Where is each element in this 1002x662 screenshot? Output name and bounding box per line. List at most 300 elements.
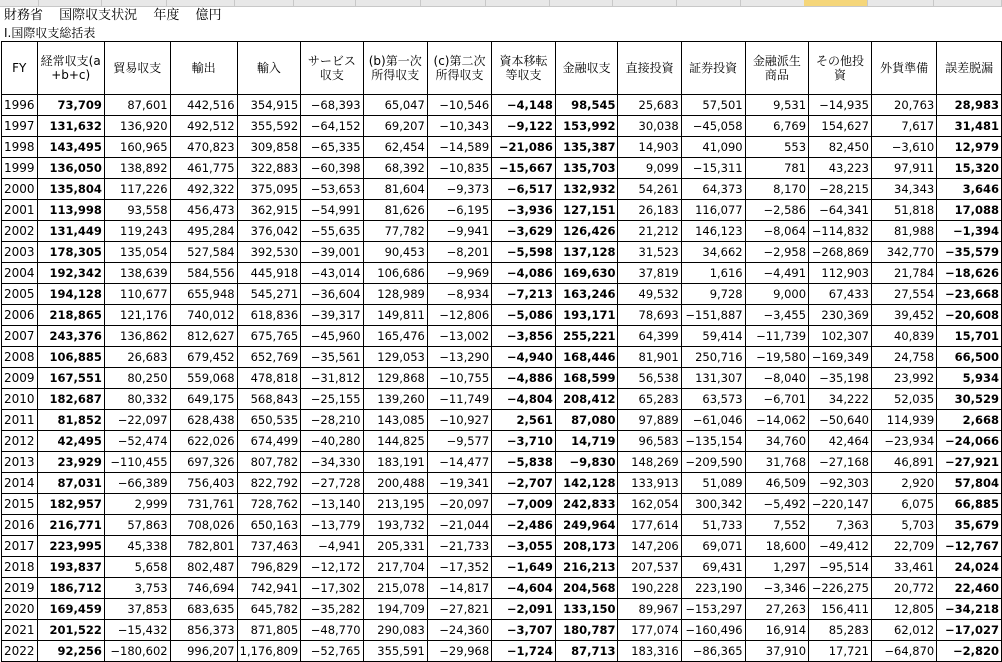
table-cell[interactable]: −153,297 [681, 599, 745, 620]
table-cell[interactable]: 14,719 [555, 431, 618, 452]
table-cell[interactable]: 742,941 [237, 578, 301, 599]
table-cell[interactable]: −12,767 [937, 536, 1002, 557]
table-cell[interactable]: −10,835 [427, 158, 491, 179]
header-financial-account[interactable]: 金融収支 [555, 42, 618, 95]
table-cell[interactable]: 39,452 [871, 305, 936, 326]
table-cell[interactable]: −160,496 [681, 620, 745, 641]
table-cell[interactable]: 131,449 [37, 221, 104, 242]
table-cell[interactable]: 34,343 [871, 179, 936, 200]
table-cell[interactable]: 168,599 [555, 368, 618, 389]
table-cell[interactable]: 167,551 [37, 368, 104, 389]
table-cell[interactable]: −3,936 [492, 200, 556, 221]
table-cell[interactable]: 64,373 [681, 179, 745, 200]
table-cell[interactable]: 782,801 [170, 536, 237, 557]
table-cell[interactable]: 96,583 [618, 431, 681, 452]
table-cell[interactable]: −180,602 [104, 641, 170, 662]
table-cell[interactable]: 674,499 [237, 431, 301, 452]
table-cell[interactable]: 622,026 [170, 431, 237, 452]
table-cell[interactable]: 37,853 [104, 599, 170, 620]
table-cell[interactable]: −15,432 [104, 620, 170, 641]
table-cell[interactable]: 683,635 [170, 599, 237, 620]
table-cell[interactable]: 7,363 [809, 515, 872, 536]
table-cell[interactable]: 362,915 [237, 200, 301, 221]
table-cell[interactable]: 34,760 [745, 431, 808, 452]
table-cell[interactable]: 143,495 [37, 137, 104, 158]
table-cell[interactable]: 22,709 [871, 536, 936, 557]
table-cell[interactable]: 65,283 [618, 389, 681, 410]
column-header[interactable] [166, 0, 235, 6]
table-cell[interactable]: −5,492 [745, 494, 808, 515]
table-cell[interactable]: −40,280 [301, 431, 363, 452]
table-cell[interactable]: 183,316 [618, 641, 681, 662]
table-cell[interactable]: 3,753 [104, 578, 170, 599]
table-cell[interactable]: −34,330 [301, 452, 363, 473]
table-cell[interactable]: −65,335 [301, 137, 363, 158]
table-cell[interactable]: 492,322 [170, 179, 237, 200]
fy-cell[interactable]: 2021 [2, 620, 38, 641]
table-cell[interactable]: 445,918 [237, 263, 301, 284]
table-cell[interactable]: 160,965 [104, 137, 170, 158]
table-cell[interactable]: 193,837 [37, 557, 104, 578]
fy-cell[interactable]: 2005 [2, 284, 38, 305]
table-cell[interactable]: 138,892 [104, 158, 170, 179]
table-cell[interactable]: 65,047 [363, 95, 427, 116]
table-cell[interactable]: −9,830 [555, 452, 618, 473]
table-cell[interactable]: 18,600 [745, 536, 808, 557]
fy-cell[interactable]: 2009 [2, 368, 38, 389]
fy-cell[interactable]: 2012 [2, 431, 38, 452]
table-cell[interactable]: −50,640 [809, 410, 872, 431]
table-cell[interactable]: −9,373 [427, 179, 491, 200]
table-cell[interactable]: 146,123 [681, 221, 745, 242]
table-cell[interactable]: −23,934 [871, 431, 936, 452]
table-cell[interactable]: 142,128 [555, 473, 618, 494]
table-cell[interactable]: 2,920 [871, 473, 936, 494]
table-cell[interactable]: 69,071 [681, 536, 745, 557]
table-cell[interactable]: 51,818 [871, 200, 936, 221]
table-cell[interactable]: 679,452 [170, 347, 237, 368]
table-cell[interactable]: −4,886 [492, 368, 556, 389]
table-cell[interactable]: −3,455 [745, 305, 808, 326]
table-cell[interactable]: 177,074 [618, 620, 681, 641]
table-cell[interactable]: −53,653 [301, 179, 363, 200]
table-cell[interactable]: 26,183 [618, 200, 681, 221]
table-cell[interactable]: 194,709 [363, 599, 427, 620]
fy-cell[interactable]: 2004 [2, 263, 38, 284]
header-direct-investment[interactable]: 直接投資 [618, 42, 681, 95]
column-header[interactable] [933, 0, 1002, 6]
table-cell[interactable]: −13,779 [301, 515, 363, 536]
table-cell[interactable]: 136,050 [37, 158, 104, 179]
table-cell[interactable]: −14,062 [745, 410, 808, 431]
table-cell[interactable]: 98,545 [555, 95, 618, 116]
table-cell[interactable]: 7,552 [745, 515, 808, 536]
table-cell[interactable]: 51,089 [681, 473, 745, 494]
table-cell[interactable]: 20,763 [871, 95, 936, 116]
table-cell[interactable]: 3,646 [937, 179, 1002, 200]
header-imports[interactable]: 輸入 [237, 42, 301, 95]
table-cell[interactable]: 135,804 [37, 179, 104, 200]
table-cell[interactable]: −4,086 [492, 263, 556, 284]
table-cell[interactable]: 205,331 [363, 536, 427, 557]
fy-cell[interactable]: 2008 [2, 347, 38, 368]
table-cell[interactable]: 584,556 [170, 263, 237, 284]
table-cell[interactable]: 309,858 [237, 137, 301, 158]
fy-cell[interactable]: 2003 [2, 242, 38, 263]
table-cell[interactable]: −209,590 [681, 452, 745, 473]
table-cell[interactable]: 23,992 [871, 368, 936, 389]
table-cell[interactable]: 66,885 [937, 494, 1002, 515]
fy-cell[interactable]: 2016 [2, 515, 38, 536]
table-cell[interactable]: −20,608 [937, 305, 1002, 326]
table-cell[interactable]: 213,195 [363, 494, 427, 515]
table-cell[interactable]: −28,210 [301, 410, 363, 431]
table-cell[interactable]: 2,561 [492, 410, 556, 431]
table-cell[interactable]: −28,215 [809, 179, 872, 200]
table-cell[interactable]: 568,843 [237, 389, 301, 410]
table-cell[interactable]: 24,758 [871, 347, 936, 368]
table-cell[interactable]: −8,064 [745, 221, 808, 242]
table-cell[interactable]: 68,392 [363, 158, 427, 179]
header-trade-balance[interactable]: 貿易収支 [104, 42, 170, 95]
table-cell[interactable]: 132,932 [555, 179, 618, 200]
table-cell[interactable]: 193,171 [555, 305, 618, 326]
table-cell[interactable]: −4,491 [745, 263, 808, 284]
table-cell[interactable]: 69,431 [681, 557, 745, 578]
table-cell[interactable]: −66,389 [104, 473, 170, 494]
table-cell[interactable]: −18,626 [937, 263, 1002, 284]
table-cell[interactable]: −13,290 [427, 347, 491, 368]
table-cell[interactable]: 183,191 [363, 452, 427, 473]
table-cell[interactable]: −8,201 [427, 242, 491, 263]
table-cell[interactable]: −24,360 [427, 620, 491, 641]
header-current-account[interactable]: 経常収支(a+b+c) [37, 42, 104, 95]
header-errors-omissions[interactable]: 誤差脱漏 [937, 42, 1002, 95]
table-cell[interactable]: −2,586 [745, 200, 808, 221]
table-cell[interactable]: 73,709 [37, 95, 104, 116]
column-header[interactable] [420, 0, 486, 6]
table-cell[interactable]: 35,679 [937, 515, 1002, 536]
table-cell[interactable]: 64,399 [618, 326, 681, 347]
table-cell[interactable]: 207,537 [618, 557, 681, 578]
table-cell[interactable]: 78,693 [618, 305, 681, 326]
fy-cell[interactable]: 2006 [2, 305, 38, 326]
table-cell[interactable]: −39,317 [301, 305, 363, 326]
table-cell[interactable]: 697,326 [170, 452, 237, 473]
table-cell[interactable]: 807,782 [237, 452, 301, 473]
table-cell[interactable]: −9,969 [427, 263, 491, 284]
table-cell[interactable]: 127,151 [555, 200, 618, 221]
table-cell[interactable]: −48,770 [301, 620, 363, 641]
table-cell[interactable]: 216,771 [37, 515, 104, 536]
table-cell[interactable]: −35,198 [809, 368, 872, 389]
column-header[interactable] [612, 0, 677, 6]
table-cell[interactable]: −21,733 [427, 536, 491, 557]
table-cell[interactable]: 218,865 [37, 305, 104, 326]
table-cell[interactable]: 478,818 [237, 368, 301, 389]
table-cell[interactable]: 129,868 [363, 368, 427, 389]
table-cell[interactable]: 243,376 [37, 326, 104, 347]
table-cell[interactable]: 342,770 [871, 242, 936, 263]
table-cell[interactable]: 194,128 [37, 284, 104, 305]
table-cell[interactable]: −10,755 [427, 368, 491, 389]
fy-cell[interactable]: 2007 [2, 326, 38, 347]
table-cell[interactable]: 208,173 [555, 536, 618, 557]
table-cell[interactable]: −60,398 [301, 158, 363, 179]
table-cell[interactable]: 136,920 [104, 116, 170, 137]
table-cell[interactable]: 461,775 [170, 158, 237, 179]
table-cell[interactable]: 106,686 [363, 263, 427, 284]
table-cell[interactable]: 201,522 [37, 620, 104, 641]
table-cell[interactable]: −4,804 [492, 389, 556, 410]
table-cell[interactable]: 131,632 [37, 116, 104, 137]
table-cell[interactable]: 40,839 [871, 326, 936, 347]
table-cell[interactable]: 67,433 [809, 284, 872, 305]
table-cell[interactable]: −151,887 [681, 305, 745, 326]
table-cell[interactable]: 20,772 [871, 578, 936, 599]
table-cell[interactable]: 322,883 [237, 158, 301, 179]
table-cell[interactable]: 223,190 [681, 578, 745, 599]
table-cell[interactable]: −17,352 [427, 557, 491, 578]
table-cell[interactable]: 81,604 [363, 179, 427, 200]
table-cell[interactable]: −3,610 [871, 137, 936, 158]
table-cell[interactable]: 15,701 [937, 326, 1002, 347]
table-cell[interactable]: 190,228 [618, 578, 681, 599]
table-cell[interactable]: 31,768 [745, 452, 808, 473]
table-cell[interactable]: 90,453 [363, 242, 427, 263]
table-cell[interactable]: 15,320 [937, 158, 1002, 179]
table-cell[interactable]: 114,939 [871, 410, 936, 431]
table-cell[interactable]: 559,068 [170, 368, 237, 389]
table-cell[interactable]: 24,024 [937, 557, 1002, 578]
table-cell[interactable]: 54,261 [618, 179, 681, 200]
table-cell[interactable]: −226,275 [809, 578, 872, 599]
column-header[interactable] [293, 0, 356, 6]
table-cell[interactable]: −1,394 [937, 221, 1002, 242]
fy-cell[interactable]: 1997 [2, 116, 38, 137]
table-cell[interactable]: −27,921 [937, 452, 1002, 473]
table-cell[interactable]: −2,958 [745, 242, 808, 263]
table-cell[interactable]: −10,927 [427, 410, 491, 431]
table-cell[interactable]: −15,311 [681, 158, 745, 179]
table-cell[interactable]: −35,579 [937, 242, 1002, 263]
column-header[interactable] [0, 0, 39, 6]
header-secondary-income[interactable]: (c)第二次所得収支 [427, 42, 491, 95]
table-cell[interactable]: 200,488 [363, 473, 427, 494]
table-cell[interactable]: −27,168 [809, 452, 872, 473]
table-cell[interactable]: 102,307 [809, 326, 872, 347]
table-cell[interactable]: 1,297 [745, 557, 808, 578]
table-cell[interactable]: 169,459 [37, 599, 104, 620]
table-cell[interactable]: 133,913 [618, 473, 681, 494]
table-cell[interactable]: 138,639 [104, 263, 170, 284]
table-cell[interactable]: −34,218 [937, 599, 1002, 620]
table-cell[interactable]: −4,941 [301, 536, 363, 557]
table-cell[interactable]: 2,668 [937, 410, 1002, 431]
table-cell[interactable]: 33,461 [871, 557, 936, 578]
table-cell[interactable]: 66,500 [937, 347, 1002, 368]
table-cell[interactable]: −14,589 [427, 137, 491, 158]
table-cell[interactable]: −27,728 [301, 473, 363, 494]
table-cell[interactable]: −95,514 [809, 557, 872, 578]
table-cell[interactable]: 87,031 [37, 473, 104, 494]
table-cell[interactable]: −25,155 [301, 389, 363, 410]
table-cell[interactable]: 17,721 [809, 641, 872, 662]
table-cell[interactable]: 182,957 [37, 494, 104, 515]
table-cell[interactable]: 442,516 [170, 95, 237, 116]
table-cell[interactable]: 42,464 [809, 431, 872, 452]
table-cell[interactable]: 165,476 [363, 326, 427, 347]
table-cell[interactable]: −13,002 [427, 326, 491, 347]
table-cell[interactable]: 23,929 [37, 452, 104, 473]
column-header-selected[interactable] [804, 0, 868, 6]
column-header-strip[interactable] [0, 0, 1002, 7]
table-cell[interactable]: 21,212 [618, 221, 681, 242]
fy-cell[interactable]: 2013 [2, 452, 38, 473]
table-cell[interactable]: −36,604 [301, 284, 363, 305]
table-cell[interactable]: 81,852 [37, 410, 104, 431]
table-cell[interactable]: 740,012 [170, 305, 237, 326]
table-cell[interactable]: −1,724 [492, 641, 556, 662]
table-cell[interactable]: −3,710 [492, 431, 556, 452]
table-cell[interactable]: −52,474 [104, 431, 170, 452]
table-cell[interactable]: 223,995 [37, 536, 104, 557]
table-cell[interactable]: −5,598 [492, 242, 556, 263]
table-cell[interactable]: 215,078 [363, 578, 427, 599]
table-cell[interactable]: 87,080 [555, 410, 618, 431]
table-cell[interactable]: −17,302 [301, 578, 363, 599]
table-cell[interactable]: −9,941 [427, 221, 491, 242]
table-cell[interactable]: −9,122 [492, 116, 556, 137]
fy-cell[interactable]: 2017 [2, 536, 38, 557]
table-cell[interactable]: 110,677 [104, 284, 170, 305]
table-cell[interactable]: 14,903 [618, 137, 681, 158]
table-cell[interactable]: −45,960 [301, 326, 363, 347]
table-cell[interactable]: −43,014 [301, 263, 363, 284]
fy-cell[interactable]: 2015 [2, 494, 38, 515]
table-cell[interactable]: −21,086 [492, 137, 556, 158]
table-cell[interactable]: 645,782 [237, 599, 301, 620]
table-cell[interactable]: 17,088 [937, 200, 1002, 221]
table-cell[interactable]: 545,271 [237, 284, 301, 305]
table-cell[interactable]: 9,099 [618, 158, 681, 179]
table-cell[interactable]: 80,250 [104, 368, 170, 389]
table-cell[interactable]: 136,862 [104, 326, 170, 347]
table-cell[interactable]: 82,450 [809, 137, 872, 158]
table-cell[interactable]: −64,341 [809, 200, 872, 221]
table-cell[interactable]: 527,584 [170, 242, 237, 263]
table-cell[interactable]: 137,128 [555, 242, 618, 263]
table-cell[interactable]: −6,517 [492, 179, 556, 200]
table-cell[interactable]: 148,269 [618, 452, 681, 473]
table-cell[interactable]: 97,889 [618, 410, 681, 431]
table-cell[interactable]: 856,373 [170, 620, 237, 641]
column-header[interactable] [38, 0, 102, 6]
table-cell[interactable]: −3,055 [492, 536, 556, 557]
table-cell[interactable]: 8,170 [745, 179, 808, 200]
table-cell[interactable]: 492,512 [170, 116, 237, 137]
table-cell[interactable]: 1,176,809 [237, 641, 301, 662]
table-cell[interactable]: 37,819 [618, 263, 681, 284]
table-cell[interactable]: 149,811 [363, 305, 427, 326]
table-cell[interactable]: 45,338 [104, 536, 170, 557]
table-cell[interactable]: 26,683 [104, 347, 170, 368]
table-cell[interactable]: 27,554 [871, 284, 936, 305]
fy-cell[interactable]: 2010 [2, 389, 38, 410]
table-cell[interactable]: −110,455 [104, 452, 170, 473]
table-cell[interactable]: 46,891 [871, 452, 936, 473]
table-cell[interactable]: 21,784 [871, 263, 936, 284]
table-cell[interactable]: 56,538 [618, 368, 681, 389]
fy-cell[interactable]: 1998 [2, 137, 38, 158]
table-cell[interactable]: −55,635 [301, 221, 363, 242]
table-cell[interactable]: 781 [745, 158, 808, 179]
table-cell[interactable]: 996,207 [170, 641, 237, 662]
table-cell[interactable]: 131,307 [681, 368, 745, 389]
table-cell[interactable]: 46,509 [745, 473, 808, 494]
table-cell[interactable]: −19,341 [427, 473, 491, 494]
table-cell[interactable]: −3,629 [492, 221, 556, 242]
table-cell[interactable]: 708,026 [170, 515, 237, 536]
table-cell[interactable]: 119,243 [104, 221, 170, 242]
table-cell[interactable]: −9,577 [427, 431, 491, 452]
fy-cell[interactable]: 2022 [2, 641, 38, 662]
table-cell[interactable]: 43,223 [809, 158, 872, 179]
table-cell[interactable]: −39,001 [301, 242, 363, 263]
table-cell[interactable]: 182,687 [37, 389, 104, 410]
table-cell[interactable]: −2,486 [492, 515, 556, 536]
table-cell[interactable]: −31,812 [301, 368, 363, 389]
header-portfolio-investment[interactable]: 証券投資 [681, 42, 745, 95]
header-primary-income[interactable]: (b)第一次所得収支 [363, 42, 427, 95]
table-cell[interactable]: −3,707 [492, 620, 556, 641]
table-cell[interactable]: 22,460 [937, 578, 1002, 599]
table-cell[interactable]: −14,477 [427, 452, 491, 473]
table-cell[interactable]: 69,207 [363, 116, 427, 137]
table-cell[interactable]: −64,152 [301, 116, 363, 137]
table-cell[interactable]: 89,967 [618, 599, 681, 620]
table-cell[interactable]: −61,046 [681, 410, 745, 431]
table-cell[interactable]: 117,226 [104, 179, 170, 200]
table-cell[interactable]: 16,914 [745, 620, 808, 641]
table-cell[interactable]: 186,712 [37, 578, 104, 599]
fy-cell[interactable]: 2001 [2, 200, 38, 221]
table-cell[interactable]: −114,832 [809, 221, 872, 242]
table-cell[interactable]: 217,704 [363, 557, 427, 578]
table-cell[interactable]: 650,535 [237, 410, 301, 431]
table-cell[interactable]: −27,821 [427, 599, 491, 620]
table-cell[interactable]: 92,256 [37, 641, 104, 662]
table-cell[interactable]: 249,964 [555, 515, 618, 536]
table-cell[interactable]: 495,284 [170, 221, 237, 242]
table-cell[interactable]: 208,412 [555, 389, 618, 410]
table-cell[interactable]: −2,707 [492, 473, 556, 494]
table-cell[interactable]: −6,701 [745, 389, 808, 410]
table-cell[interactable]: 6,075 [871, 494, 936, 515]
column-header[interactable] [234, 0, 294, 6]
table-cell[interactable]: 230,369 [809, 305, 872, 326]
column-header[interactable] [867, 0, 934, 6]
table-cell[interactable]: 77,782 [363, 221, 427, 242]
table-cell[interactable]: −20,097 [427, 494, 491, 515]
column-header[interactable] [355, 0, 421, 6]
table-cell[interactable]: 618,836 [237, 305, 301, 326]
table-cell[interactable]: 34,662 [681, 242, 745, 263]
table-cell[interactable]: 52,035 [871, 389, 936, 410]
table-cell[interactable]: 180,787 [555, 620, 618, 641]
table-cell[interactable]: 290,083 [363, 620, 427, 641]
table-cell[interactable]: 737,463 [237, 536, 301, 557]
